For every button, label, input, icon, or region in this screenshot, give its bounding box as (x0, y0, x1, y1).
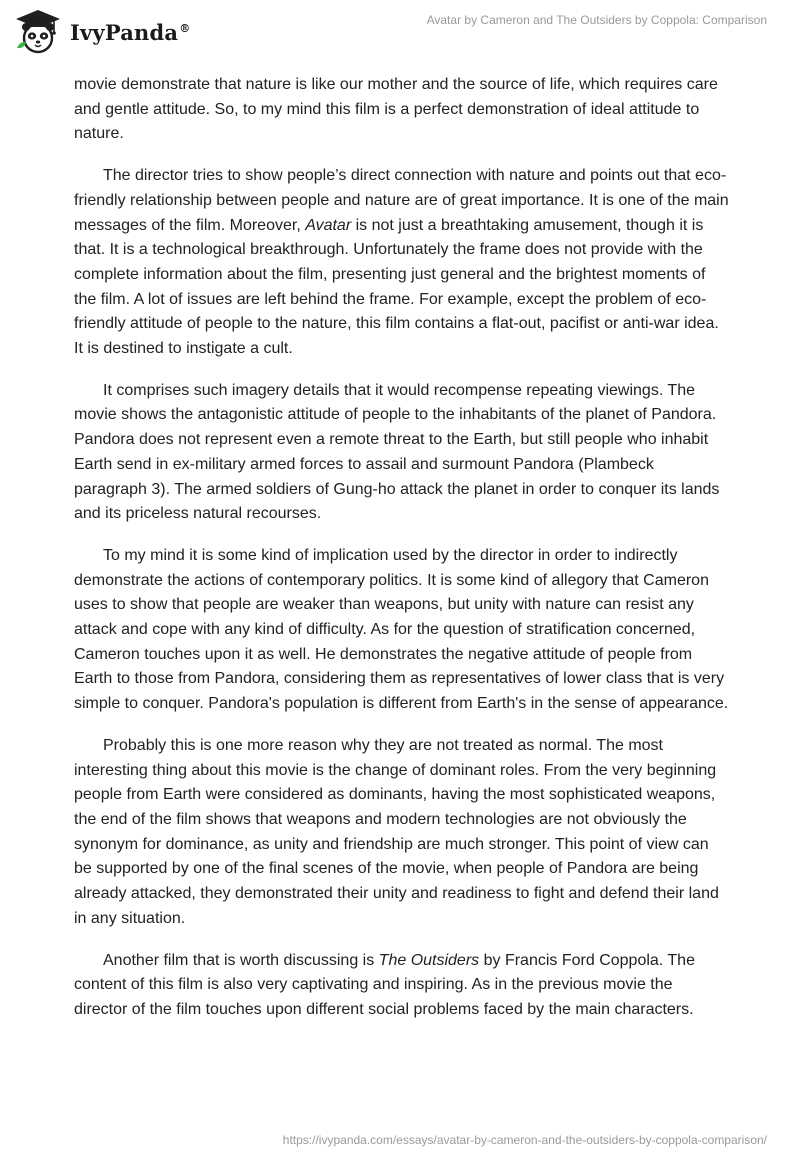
film-title-the-outsiders: The Outsiders (378, 951, 480, 969)
brand-name: IvyPanda® (70, 19, 191, 45)
paragraph-6: Another film that is worth discussing is The Outsiders by Francis Ford Coppola. The content of this film is also very captivating and inspiring. As in the previous movie the director of the film touches upon different social problems faced by the main characters. (74, 951, 695, 1018)
source-url[interactable]: https://ivypanda.com/essays/avatar-by-cameron-and-the-outsiders-by-coppola-comparison/ (282, 1133, 767, 1147)
paragraph-1: movie demonstrate that nature is like our mother and the source of life, which requires care and gentle attitude. So, to my mind this film is a perfect demonstration of ideal attitude to nature. (74, 76, 718, 143)
film-title-avatar: Avatar (305, 216, 352, 234)
paragraph-5: Probably this is one more reason why they are not treated as normal. The most interesting thing about this movie is the change of dominant roles. From the very beginning people from Earth were considered as dominants, having the most sophisticated weapons, the end of the film shows that weapons and modern technologies are not obviously the synonym for dominance, as unity and friendship are much stronger. This point of view can be supported by one of the final scenes of the movie, when people of Pandora are being already attacked, they demonstrated their unity and readiness to fight and defend their land in any situation. (74, 736, 719, 927)
brand-logo[interactable] (14, 8, 190, 56)
paragraph-2: The director tries to show people’s direct connection with nature and points out that eco-friendly relationship between people and nature are of great importance. It is one of the main messages of the film. Moreover, Avatar is not just a breathtaking amusement, though it is that. It is a technological breakthrough. Unfortunately the frame does not provide with the complete information about the film, presenting just general and the brightest moments of the film. A lot of issues are left behind the frame. For example, except the problem of eco-friendly attitude of people to the nature, this film contains a flat-out, pacifist or anti-war idea. It is destined to instigate a cult. (74, 167, 729, 358)
page-header (0, 0, 800, 64)
paragraph-3: It comprises such imagery details that it would recompense repeating viewings. The movie shows the antagonistic attitude of people to the inhabitants of the planet of Pandora. Pandora does not represent even a remote threat to the Earth, but still people who inhabit Earth send in ex-military armed forces to assail and surmount Pandora (Plambeck paragraph 3). The armed soldiers of Gung-ho attack the planet in order to conquer its lands and its priceless natural recourses. (74, 381, 720, 523)
panda-graduate-logo-icon (14, 8, 62, 56)
essay-body (74, 73, 730, 1040)
paragraph-4: To my mind it is some kind of implication used by the director in order to indirectly demonstrate the actions of contemporary politics. It is some kind of allegory that Cameron uses to show that people are weaker than weapons, but unity with nature can resist any attack and cope with any kind of difficulty. As for the question of stratification concerned, Cameron touches upon it as well. He demonstrates the negative attitude of people from Earth to those from Pandora, considering them as representatives of lower class that is very simple to conquer. Pandora's population is different from Earth's in the sense of appearance. (74, 546, 729, 713)
document-title: Avatar by Cameron and The Outsiders by Coppola: Comparison (426, 13, 767, 27)
